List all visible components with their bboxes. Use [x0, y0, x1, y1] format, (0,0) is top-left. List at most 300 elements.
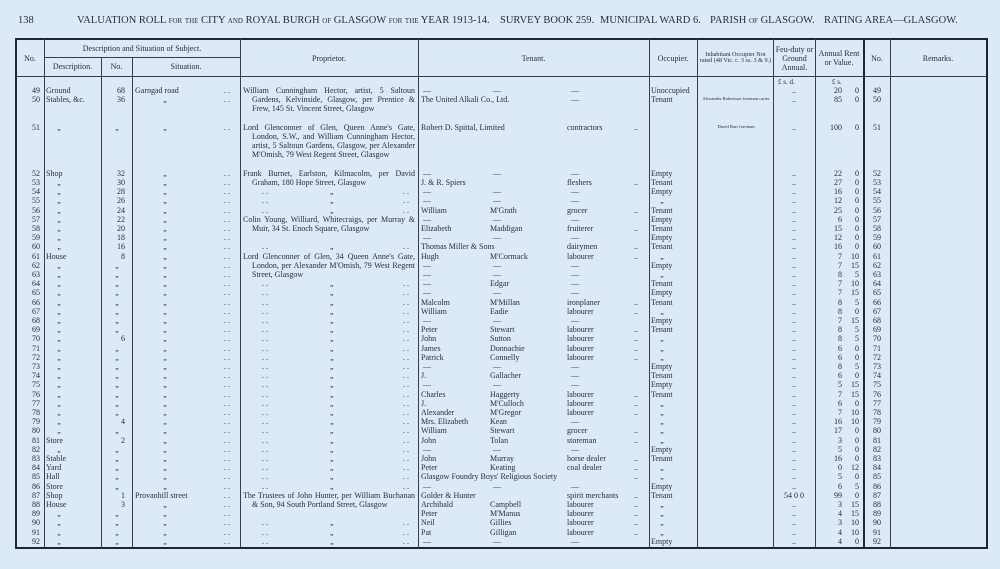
feu-duty: ..: [792, 168, 796, 178]
header-tenant: Tenant.: [521, 53, 546, 63]
leader-dots: . .: [403, 242, 409, 252]
tenant-first-name: Robert D. Spittal, Limited: [421, 122, 505, 132]
occupier: „: [660, 527, 664, 537]
occupier: Empty: [651, 168, 673, 178]
proprietor-ditto: „: [330, 454, 334, 463]
description: „: [57, 518, 61, 528]
street-number: „: [115, 270, 119, 279]
rent-shillings: 0: [855, 454, 859, 463]
row-number: 83: [32, 454, 40, 463]
feu-duty: ..: [792, 260, 796, 270]
rent-pounds: 3: [838, 518, 842, 528]
leader-dots: . .: [403, 463, 409, 473]
rent-pounds: 22: [834, 168, 842, 178]
occupier: Tenant: [651, 389, 673, 399]
row-number: 92: [32, 536, 40, 546]
proprietor-ditto: „: [330, 316, 334, 325]
tenant-surname: —: [493, 380, 501, 390]
rent-shillings: 5: [855, 325, 859, 335]
street-number: 20: [117, 224, 125, 233]
tenant-first-name: —: [423, 536, 431, 546]
tenant-first-name: Golder & Hunter: [421, 490, 476, 500]
proprietor-ditto: „: [330, 279, 334, 289]
leader-dots: . .: [403, 454, 409, 463]
tenant-first-name: —: [423, 270, 431, 279]
proprietor-ditto: „: [330, 205, 334, 215]
description: „: [57, 417, 61, 427]
description: „: [57, 343, 61, 353]
tenant-surname: —: [493, 214, 501, 224]
description: „: [57, 389, 61, 399]
rent-shillings: 0: [855, 168, 859, 178]
municipal-ward: MUNICIPAL WARD 6.: [600, 15, 701, 26]
tenant-surname: —: [493, 260, 501, 270]
street-number: „: [115, 288, 119, 298]
leader-dots: . .: [403, 389, 409, 399]
leader-dots: . .: [224, 408, 230, 417]
tenant-occupation: fleshers: [567, 178, 592, 187]
row-number: 72: [32, 352, 40, 362]
leader-dots: . .: [403, 306, 409, 316]
situation: „: [163, 187, 167, 197]
row-number-right: 89: [873, 509, 881, 519]
proprietor-ditto: „: [330, 334, 334, 344]
rent-shillings: 5: [855, 362, 859, 371]
description: „: [57, 426, 61, 436]
rent-pounds: 8: [838, 306, 842, 316]
table-row: [0, 518, 1000, 527]
header-proprietor: Proprietor.: [312, 53, 346, 63]
street-number: 3: [121, 500, 125, 509]
leader-dots: . .: [403, 362, 409, 371]
situation: „: [163, 122, 167, 132]
tenant-occupation: coal dealer: [567, 463, 602, 473]
occupier: „: [660, 306, 664, 316]
proprietor-ditto: „: [330, 481, 334, 491]
rent-pounds: 7: [838, 251, 842, 261]
leader-dots: . .: [262, 518, 268, 528]
feu-duty: ..: [792, 86, 796, 95]
street-number: „: [115, 297, 119, 307]
leader-dots: . .: [403, 343, 409, 353]
feu-duty: ..: [792, 417, 796, 427]
leader-dots: . .: [403, 417, 409, 427]
leader-dots: . .: [224, 122, 230, 132]
street-number: „: [115, 481, 119, 491]
leader-dots: ..: [634, 306, 638, 316]
leader-dots: . .: [403, 536, 409, 546]
row-number-right: 50: [873, 95, 881, 105]
proprietor: Colin Young, Williard, Whitecraigs, per Murray & Muir, 34 St. Enoch Square, Glasgow: [243, 214, 415, 233]
table-row: [0, 436, 1000, 445]
situation: „: [163, 214, 167, 224]
row-number: 50: [32, 95, 40, 105]
street-number: „: [115, 426, 119, 436]
tenant-occupation: —: [571, 417, 579, 427]
leader-dots: . .: [224, 444, 230, 454]
leader-dots: . .: [262, 343, 268, 353]
rent-pounds: 5: [838, 472, 842, 482]
leader-dots: . .: [224, 500, 230, 509]
table-row: [0, 224, 1000, 233]
leader-dots: . .: [262, 242, 268, 252]
rent-shillings: 0: [855, 536, 859, 546]
feu-duty: 54 0 0: [784, 490, 804, 500]
situation: Provanhill street: [135, 490, 188, 500]
tenant-occupation: labourer: [567, 334, 594, 344]
table-row: [0, 408, 1000, 417]
rent-shillings: 0: [855, 196, 859, 206]
leader-dots: ..: [634, 122, 638, 132]
row-number-right: 75: [873, 380, 881, 390]
proprietor-ditto: „: [330, 371, 334, 381]
leader-dots: ..: [634, 389, 638, 399]
row-number: 90: [32, 518, 40, 528]
street-number: 22: [117, 214, 125, 224]
tenant-first-name: John: [421, 454, 437, 463]
leader-dots: . .: [224, 389, 230, 399]
row-number: 75: [32, 380, 40, 390]
row-number: 86: [32, 481, 40, 491]
leader-dots: . .: [403, 279, 409, 289]
street-number: „: [115, 371, 119, 381]
rent-pounds: 5: [838, 444, 842, 454]
tenant-first-name: —: [423, 316, 431, 325]
rent-pounds: 8: [838, 325, 842, 335]
tenant-first-name: Patrick: [421, 352, 444, 362]
rent-pounds: 4: [838, 536, 842, 546]
feu-duty: ..: [792, 343, 796, 353]
description: „: [57, 122, 61, 132]
leader-dots: . .: [224, 490, 230, 500]
row-number: 68: [32, 316, 40, 325]
street-number: „: [115, 352, 119, 362]
occupier: „: [660, 518, 664, 528]
situation: „: [163, 224, 167, 233]
occupier: Empty: [651, 260, 673, 270]
leader-dots: . .: [403, 435, 409, 445]
description: „: [57, 444, 61, 454]
rent-shillings: 0: [855, 86, 859, 95]
table-row: [0, 196, 1000, 205]
street-number: 36: [117, 95, 125, 105]
tenant-first-name: —: [423, 481, 431, 491]
occupier: Unoccupied: [651, 86, 690, 95]
row-number-right: 65: [873, 288, 881, 298]
table-row: [0, 362, 1000, 371]
row-number: 61: [32, 251, 40, 261]
table-row: [0, 482, 1000, 491]
leader-dots: . .: [262, 187, 268, 197]
proprietor-ditto: „: [330, 352, 334, 362]
tenant-surname: —: [493, 168, 501, 178]
tenant-first-name: J.: [421, 371, 427, 381]
occupier: Empty: [651, 288, 673, 298]
table-row: [0, 95, 1000, 104]
tenant-occupation: labourer: [567, 306, 594, 316]
tenant-surname: —: [493, 362, 501, 371]
row-number: 79: [32, 417, 40, 427]
rent-shillings: 12: [851, 463, 859, 473]
leader-dots: . .: [403, 297, 409, 307]
proprietor-ditto: „: [330, 398, 334, 408]
rent-shillings: 0: [855, 214, 859, 224]
leader-dots: . .: [403, 426, 409, 436]
leader-dots: ..: [634, 509, 638, 519]
description: Yard: [46, 463, 62, 473]
rent-pounds: 16: [834, 242, 842, 252]
description: „: [57, 380, 61, 390]
occupier: „: [660, 463, 664, 473]
feu-duty: ..: [792, 224, 796, 233]
situation: „: [163, 205, 167, 215]
feu-duty: ..: [792, 371, 796, 381]
situation: „: [163, 389, 167, 399]
proprietor-ditto: „: [330, 518, 334, 528]
street-number: 8: [121, 251, 125, 261]
street-number: „: [115, 518, 119, 528]
tenant-first-name: —: [423, 444, 431, 454]
situation: „: [163, 454, 167, 463]
row-number: 55: [32, 196, 40, 206]
tenant-first-name: —: [423, 279, 431, 289]
leader-dots: . .: [224, 417, 230, 427]
leader-dots: . .: [224, 481, 230, 491]
leader-dots: . .: [403, 196, 409, 206]
occupier: Empty: [651, 214, 673, 224]
situation: „: [163, 279, 167, 289]
rent-pounds: 5: [838, 380, 842, 390]
occupier: Empty: [651, 444, 673, 454]
feu-duty: ..: [792, 435, 796, 445]
tenant-surname: —: [493, 196, 501, 206]
leader-dots: ..: [634, 178, 638, 187]
street-number: 24: [117, 205, 125, 215]
rent-shillings: 5: [855, 334, 859, 344]
tenant-surname: —: [493, 270, 501, 279]
row-number-right: 74: [873, 371, 881, 381]
tenant-first-name: Hugh: [421, 251, 439, 261]
table-row: [0, 472, 1000, 481]
leader-dots: . .: [224, 187, 230, 197]
row-number: 80: [32, 426, 40, 436]
tenant-occupation: labourer: [567, 518, 594, 528]
tenant-occupation: labourer: [567, 325, 594, 335]
leader-dots: ..: [634, 352, 638, 362]
leader-dots: ..: [634, 472, 638, 482]
leader-dots: ..: [634, 205, 638, 215]
table-row: [0, 528, 1000, 537]
proprietor-ditto: „: [330, 196, 334, 206]
tenant-occupation: storeman: [567, 435, 597, 445]
rent-pounds: 99: [834, 490, 842, 500]
header-remarks: Remarks.: [922, 53, 954, 63]
feu-duty: ..: [792, 205, 796, 215]
leader-dots: . .: [224, 435, 230, 445]
street-number: 68: [117, 86, 125, 95]
occupier: Tenant: [651, 95, 673, 105]
leader-dots: ..: [634, 224, 638, 233]
row-number-right: 83: [873, 454, 881, 463]
feu-duty: ..: [792, 270, 796, 279]
occupier: Empty: [651, 362, 673, 371]
row-number: 64: [32, 279, 40, 289]
rent-pounds: 16: [834, 454, 842, 463]
rent-shillings: 0: [855, 352, 859, 362]
description: Shop: [46, 168, 63, 178]
leader-dots: . .: [403, 518, 409, 528]
tenant-first-name: Peter: [421, 325, 438, 335]
table-row: [0, 178, 1000, 187]
proprietor-ditto: „: [330, 527, 334, 537]
proprietor-ditto: „: [330, 187, 334, 197]
rent-shillings: 10: [851, 251, 859, 261]
occupier: „: [660, 270, 664, 279]
situation: „: [163, 288, 167, 298]
rent-pounds: 12: [834, 233, 842, 243]
header-description-group: Description and Situation of Subject.: [82, 44, 202, 53]
row-number: 52: [32, 168, 40, 178]
tenant-first-name: Pat: [421, 527, 432, 537]
proprietor: Frank Burnet, Earlston, Kilmacolm, per David Graham, 180 Hope Street, Glasgow: [243, 168, 415, 187]
row-number-right: 58: [873, 224, 881, 233]
row-number-right: 68: [873, 316, 881, 325]
tenant-first-name: Alexander: [421, 408, 455, 417]
tenant-surname: Stewart: [490, 426, 515, 436]
leader-dots: ..: [634, 454, 638, 463]
feu-duty: ..: [792, 362, 796, 371]
leader-dots: . .: [224, 86, 230, 95]
tenant-surname: Connelly: [490, 352, 520, 362]
situation: „: [163, 481, 167, 491]
proprietor-ditto: „: [330, 408, 334, 417]
proprietor: The Trustees of John Hunter, per William Buchanan & Son, 94 South Portland Street, Glasgow: [243, 490, 415, 509]
leader-dots: . .: [224, 297, 230, 307]
situation: „: [163, 316, 167, 325]
tenant-occupation: labourer: [567, 352, 594, 362]
feu-duty: ..: [792, 187, 796, 197]
situation: „: [163, 408, 167, 417]
occupier: „: [660, 408, 664, 417]
situation: „: [163, 352, 167, 362]
rent-shillings: 0: [855, 233, 859, 243]
street-number: „: [115, 362, 119, 371]
rent-shillings: 15: [851, 316, 859, 325]
tenant-first-name: —: [423, 362, 431, 371]
occupier: Empty: [651, 481, 673, 491]
rent-shillings: 0: [855, 205, 859, 215]
rent-pounds: 7: [838, 316, 842, 325]
occupier: Tenant: [651, 279, 673, 289]
occupier: „: [660, 472, 664, 482]
feu-duty: ..: [792, 288, 796, 298]
row-number-right: 85: [873, 472, 881, 482]
situation: „: [163, 463, 167, 473]
row-number-right: 61: [873, 251, 881, 261]
feu-duty: ..: [792, 242, 796, 252]
row-number: 70: [32, 334, 40, 344]
description: „: [57, 260, 61, 270]
tenant-surname: M'Millan: [490, 297, 520, 307]
rent-shillings: 0: [855, 242, 859, 252]
street-number: „: [115, 509, 119, 519]
row-number: 57: [32, 214, 40, 224]
tenant-surname: Keating: [490, 463, 516, 473]
rent-units: £ s.: [832, 78, 842, 86]
row-number: 51: [32, 122, 40, 132]
leader-dots: ..: [634, 408, 638, 417]
tenant-first-name: —: [423, 233, 431, 243]
tenant-surname: Gallacher: [490, 371, 522, 381]
occupier: „: [660, 352, 664, 362]
page-number: 138: [18, 15, 34, 26]
row-number-right: 88: [873, 500, 881, 509]
row-number-right: 56: [873, 205, 881, 215]
rent-shillings: 15: [851, 260, 859, 270]
occupier: „: [660, 251, 664, 261]
row-number-right: 87: [873, 490, 881, 500]
header-no-right: No.: [871, 53, 883, 63]
leader-dots: . .: [403, 352, 409, 362]
leader-dots: . .: [262, 527, 268, 537]
header-feu-duty: Feu-duty or Ground Annual.: [775, 44, 814, 72]
occupier: Tenant: [651, 224, 673, 233]
tenant-first-name: —: [423, 288, 431, 298]
leader-dots: . .: [224, 288, 230, 298]
tenant-occupation: —: [571, 214, 579, 224]
rent-pounds: 7: [838, 260, 842, 270]
rent-shillings: 0: [855, 371, 859, 381]
tenant-occupation: horse dealer: [567, 454, 606, 463]
rent-pounds: 8: [838, 334, 842, 344]
leader-dots: . .: [403, 380, 409, 390]
row-number: 73: [32, 362, 40, 371]
situation: „: [163, 500, 167, 509]
feu-duty: ..: [792, 527, 796, 537]
rent-shillings: 0: [855, 122, 859, 132]
tenant-surname: —: [493, 444, 501, 454]
leader-dots: ..: [634, 500, 638, 509]
situation: „: [163, 297, 167, 307]
rent-shillings: 0: [855, 444, 859, 454]
feu-duty: ..: [792, 306, 796, 316]
proprietor-ditto: „: [330, 297, 334, 307]
situation: „: [163, 270, 167, 279]
description: „: [57, 371, 61, 381]
description: „: [57, 214, 61, 224]
row-number: 81: [32, 435, 40, 445]
tenant-occupation: —: [571, 187, 579, 197]
leader-dots: . .: [224, 352, 230, 362]
feu-duty: ..: [792, 500, 796, 509]
description: „: [57, 316, 61, 325]
street-number: 32: [117, 168, 125, 178]
tenant-surname: Kean: [490, 417, 507, 427]
leader-dots: . .: [403, 205, 409, 215]
situation: Garngad road: [135, 86, 179, 95]
tenant-surname: —: [493, 233, 501, 243]
feu-duty: ..: [792, 518, 796, 528]
header-annual-rent: Annual Rent or Value.: [818, 49, 860, 67]
feu-duty: ..: [792, 536, 796, 546]
rent-pounds: 7: [838, 389, 842, 399]
leader-dots: ..: [634, 242, 638, 252]
table-row: [0, 463, 1000, 472]
occupier: Tenant: [651, 490, 673, 500]
occupier: „: [660, 509, 664, 519]
tenant-occupation: —: [571, 260, 579, 270]
header-inhabitant-occupier: Inhabitant Occupier Not rated (48 Vic. c. 3 ss. 3 & 9.): [699, 50, 772, 64]
